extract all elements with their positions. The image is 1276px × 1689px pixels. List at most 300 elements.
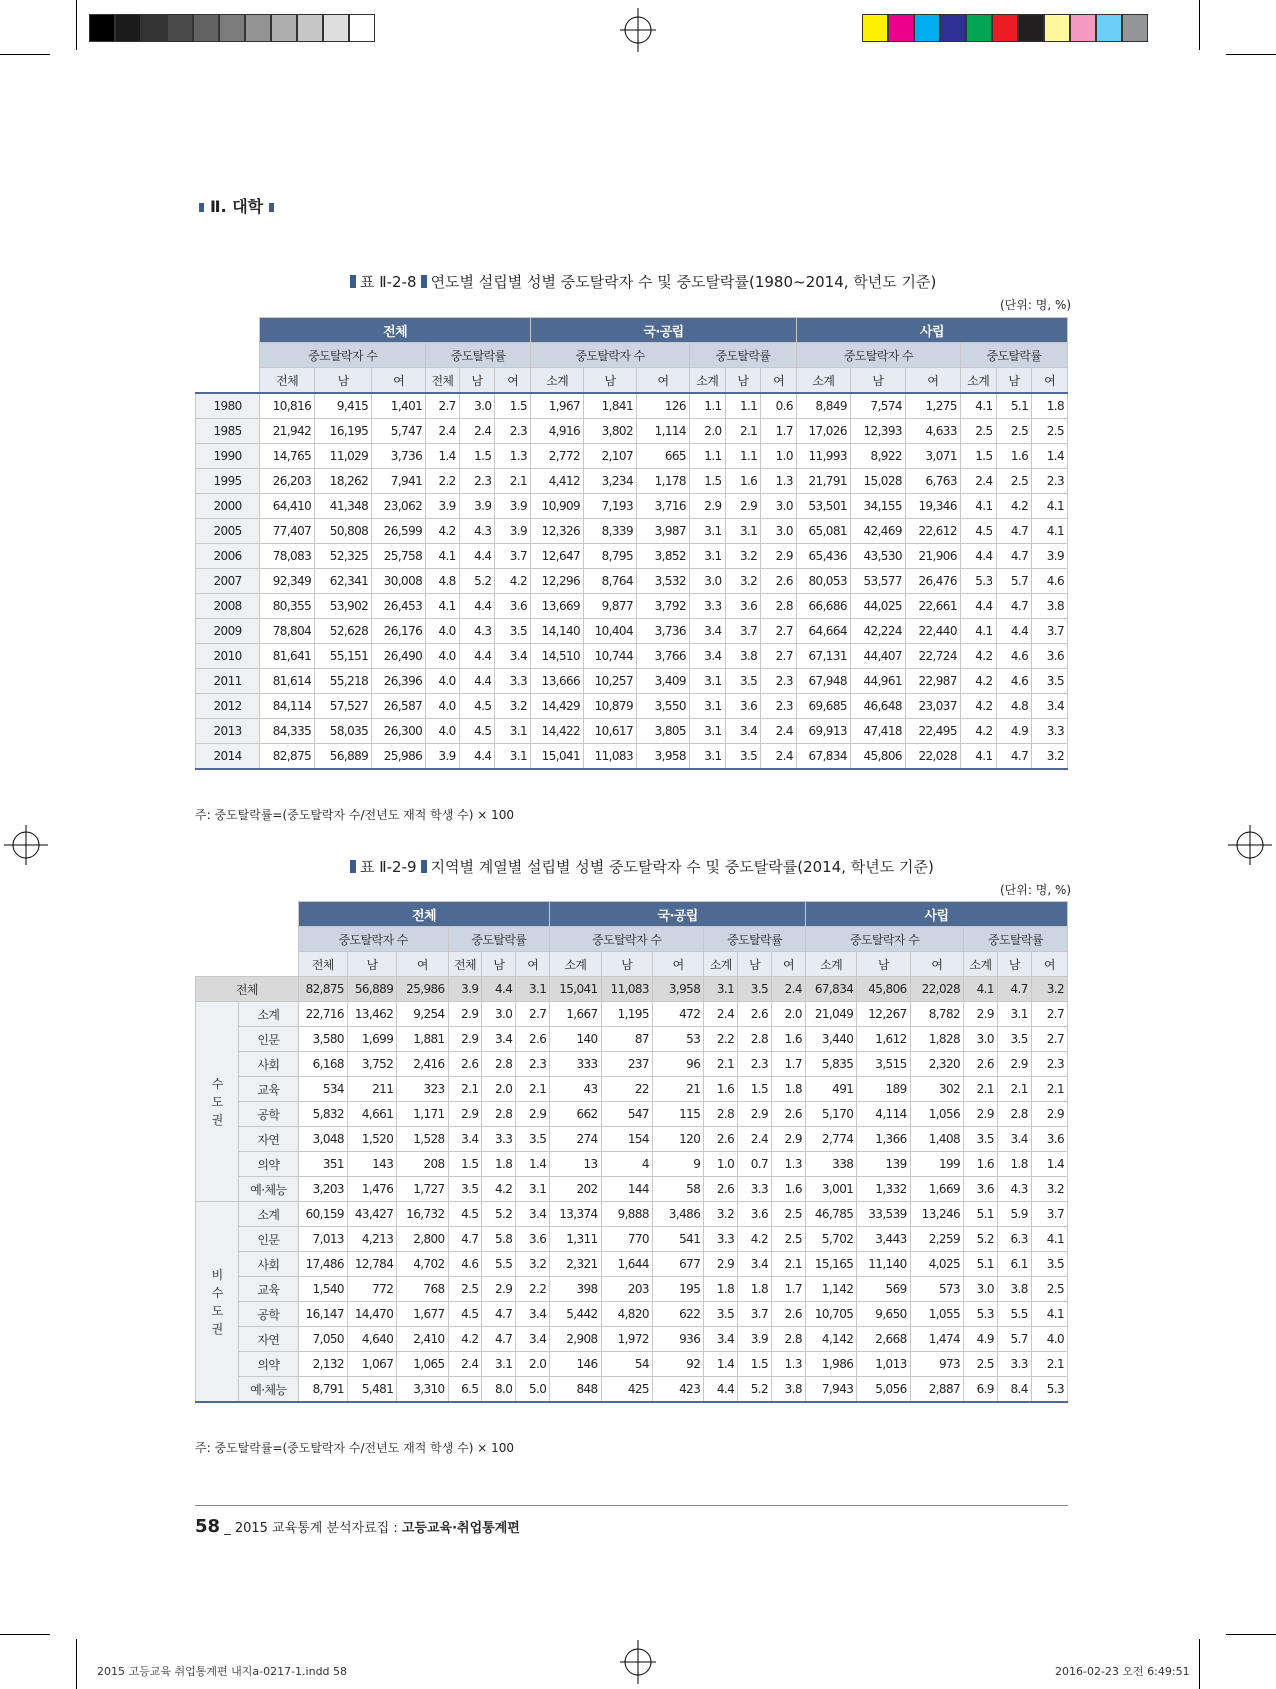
table-cell: 60,159: [298, 1202, 347, 1227]
table-cell: 3.9: [426, 744, 460, 770]
table-cell: 46,648: [850, 694, 905, 719]
table-cell: 5.7: [996, 569, 1032, 594]
row-label: 의약: [239, 1352, 299, 1377]
footer-text: _ 2015 교육통계 분석자료집 :: [224, 1521, 402, 1536]
table-cell: 46,785: [805, 1202, 856, 1227]
table-cell: 84,114: [260, 694, 315, 719]
table-cell: 10,705: [805, 1302, 856, 1327]
table-cell: 199: [910, 1152, 963, 1177]
table-cell: 1.4: [1031, 1152, 1067, 1177]
table-cell: 2.0: [516, 1352, 550, 1377]
table-cell: 10,744: [584, 644, 637, 669]
table-cell: 4.8: [426, 569, 460, 594]
table-cell: 43: [550, 1077, 601, 1102]
table-cell: 302: [910, 1077, 963, 1102]
table-cell: 2.6: [738, 1002, 772, 1027]
table-cell: 1.8: [997, 1152, 1031, 1177]
table-cell: 81,614: [260, 669, 315, 694]
table-cell: 77,407: [260, 519, 315, 544]
table-cell: 5.3: [1031, 1377, 1067, 1403]
table-cell: 3.4: [1032, 694, 1068, 719]
table2-label: 표 Ⅱ-2-9: [360, 858, 417, 876]
table-cell: 6,168: [298, 1052, 347, 1077]
table-cell: 772: [347, 1277, 396, 1302]
table-cell: 23,037: [905, 694, 960, 719]
table-cell: 2.7: [516, 1002, 550, 1027]
table-cell: 3.7: [738, 1302, 772, 1327]
table-cell: 1.5: [960, 444, 996, 469]
table-cell: 67,834: [796, 744, 850, 770]
sub-header: 중도탈락률: [689, 343, 796, 368]
table-cell: 1,967: [531, 393, 584, 419]
table-cell: 2.5: [1032, 419, 1068, 444]
table-cell: 1.5: [738, 1077, 772, 1102]
table-cell: 4.9: [996, 719, 1032, 744]
gray-calibration-bar: [89, 14, 375, 42]
table-row: [196, 719, 1068, 744]
table-row: [196, 1027, 1068, 1052]
table-cell: 2.3: [495, 419, 531, 444]
table-cell: 3,203: [298, 1177, 347, 1202]
table-cell: 4.1: [1031, 1302, 1067, 1327]
table-cell: 3.0: [689, 569, 725, 594]
table-cell: 3.1: [725, 519, 761, 544]
table-cell: 1.0: [761, 444, 797, 469]
table-cell: 54: [601, 1352, 652, 1377]
table-cell: 3.8: [1032, 594, 1068, 619]
table2-title: [346, 856, 934, 877]
table-cell: 3.1: [689, 519, 725, 544]
table-cell: 2.8: [997, 1102, 1031, 1127]
table-row: [196, 393, 1068, 419]
table-cell: 2.1: [725, 419, 761, 444]
table-cell: 25,986: [397, 977, 448, 1002]
row-label: 교육: [239, 1277, 299, 1302]
table-cell: 3.1: [482, 1352, 516, 1377]
table-cell: 21,942: [260, 419, 315, 444]
sub-header: 중도탈락률: [426, 343, 531, 368]
square-bullet-icon: [199, 203, 204, 212]
table-cell: 53,902: [315, 594, 372, 619]
table-cell: 67,834: [805, 977, 856, 1002]
table-cell: 1.5: [689, 469, 725, 494]
column-header: 소계: [550, 952, 601, 977]
table-cell: 3,958: [637, 744, 690, 770]
table-cell: 22,724: [905, 644, 960, 669]
table-cell: 323: [397, 1077, 448, 1102]
registration-mark: [618, 1640, 658, 1684]
table-cell: 1,528: [397, 1127, 448, 1152]
table-cell: 1.4: [1032, 444, 1068, 469]
table-cell: 19,346: [905, 494, 960, 519]
table-cell: 4.1: [426, 594, 460, 619]
table-cell: 3.7: [1031, 1202, 1067, 1227]
table-cell: 3.3: [482, 1127, 516, 1152]
table-cell: 2.5: [996, 419, 1032, 444]
table-cell: 4,633: [905, 419, 960, 444]
table-cell: 2.4: [738, 1127, 772, 1152]
table-cell: 4.0: [426, 669, 460, 694]
table-cell: 3.0: [964, 1277, 998, 1302]
table-cell: 848: [550, 1377, 601, 1403]
table-cell: 1,065: [397, 1352, 448, 1377]
table-cell: 55,151: [315, 644, 372, 669]
table-cell: 4.6: [996, 644, 1032, 669]
table-cell: 1,841: [584, 393, 637, 419]
table-cell: 12,393: [850, 419, 905, 444]
total-row: [196, 977, 1068, 1002]
table-cell: 3.9: [1032, 544, 1068, 569]
table-cell: 2.8: [482, 1052, 516, 1077]
table-cell: 5.2: [459, 569, 495, 594]
table-cell: 2.1: [997, 1077, 1031, 1102]
table-cell: 2.5: [960, 419, 996, 444]
table-cell: 1.1: [689, 444, 725, 469]
table-cell: 65,436: [796, 544, 850, 569]
table-cell: 7,943: [805, 1377, 856, 1403]
column-header: 여: [910, 952, 963, 977]
table-cell: 2,800: [397, 1227, 448, 1252]
table-cell: 2.7: [1031, 1002, 1067, 1027]
table-cell: 4.4: [704, 1377, 738, 1403]
table-cell: 4.4: [459, 594, 495, 619]
table-cell: 2.2: [704, 1027, 738, 1052]
row-label: 자연: [239, 1127, 299, 1152]
table-cell: 2.9: [772, 1127, 806, 1152]
table-cell: 3.8: [725, 644, 761, 669]
table-cell: 2.9: [725, 494, 761, 519]
table-cell: 1.5: [495, 393, 531, 419]
table-cell: 4.6: [996, 669, 1032, 694]
table-cell: 208: [397, 1152, 448, 1177]
table-cell: 351: [298, 1152, 347, 1177]
table-cell: 3.5: [448, 1177, 482, 1202]
table-cell: 8,795: [584, 544, 637, 569]
table-cell: 2.3: [1031, 1052, 1067, 1077]
table-cell: 13,374: [550, 1202, 601, 1227]
column-header: 소계: [796, 368, 850, 394]
table-cell: 5.2: [964, 1227, 998, 1252]
table-cell: 1.4: [516, 1152, 550, 1177]
table-cell: 4,412: [531, 469, 584, 494]
table-cell: 3.0: [761, 494, 797, 519]
table-cell: 2,259: [910, 1227, 963, 1252]
table-row: [196, 619, 1068, 644]
table-cell: 4.4: [482, 977, 516, 1002]
table-cell: 2,772: [531, 444, 584, 469]
table-cell: 3.1: [689, 544, 725, 569]
table-cell: 3.5: [704, 1302, 738, 1327]
table-cell: 2,320: [910, 1052, 963, 1077]
table-cell: 3.1: [516, 977, 550, 1002]
sub-header: 중도탈락자 수: [550, 927, 704, 952]
table-cell: 2.6: [772, 1302, 806, 1327]
table-cell: 56,889: [347, 977, 396, 1002]
table-cell: 3.9: [738, 1327, 772, 1352]
table-cell: 45,806: [850, 744, 905, 770]
table-cell: 3.6: [964, 1177, 998, 1202]
table-cell: 1.8: [738, 1277, 772, 1302]
table-row: [196, 1252, 1068, 1277]
table-cell: 1,881: [397, 1027, 448, 1052]
group-header: 국·공립: [550, 902, 806, 927]
table-cell: 4,114: [857, 1102, 910, 1127]
table-cell: 2.9: [482, 1277, 516, 1302]
table-cell: 2.6: [704, 1177, 738, 1202]
table-cell: 13,669: [531, 594, 584, 619]
table-cell: 338: [805, 1152, 856, 1177]
table-cell: 16,732: [397, 1202, 448, 1227]
table-cell: 22,661: [905, 594, 960, 619]
table-cell: 143: [347, 1152, 396, 1177]
table-cell: 84,335: [260, 719, 315, 744]
table-cell: 5,442: [550, 1302, 601, 1327]
row-label: 2006: [196, 544, 260, 569]
table-cell: 3,752: [347, 1052, 396, 1077]
table-cell: 1.4: [704, 1352, 738, 1377]
region-label: 수도권: [196, 1002, 239, 1202]
table-cell: 3.0: [761, 519, 797, 544]
column-header: 소계: [689, 368, 725, 394]
table-cell: 3.7: [1032, 619, 1068, 644]
table-cell: 4,820: [601, 1302, 652, 1327]
group-header: 전체: [260, 318, 531, 343]
table-cell: 3,958: [652, 977, 703, 1002]
table-cell: 2.2: [426, 469, 460, 494]
table-cell: 50,808: [315, 519, 372, 544]
table-cell: 3.5: [495, 619, 531, 644]
table-cell: 3,234: [584, 469, 637, 494]
table-cell: 3,443: [857, 1227, 910, 1252]
table-cell: 2.6: [704, 1127, 738, 1152]
table-cell: 4,702: [397, 1252, 448, 1277]
table-cell: 3.1: [516, 1177, 550, 1202]
column-header: 여: [652, 952, 703, 977]
table-cell: 2.1: [704, 1052, 738, 1077]
table-cell: 4.3: [459, 519, 495, 544]
table-cell: 1,828: [910, 1027, 963, 1052]
table-cell: 3,805: [637, 719, 690, 744]
table-cell: 3.4: [689, 619, 725, 644]
table-cell: 4.9: [964, 1327, 998, 1352]
table-cell: 41,348: [315, 494, 372, 519]
table-cell: 2.7: [1031, 1027, 1067, 1052]
table-cell: 10,617: [584, 719, 637, 744]
table-cell: 472: [652, 1002, 703, 1027]
table-cell: 2.1: [1031, 1077, 1067, 1102]
table-cell: 82,875: [260, 744, 315, 770]
table-cell: 1.6: [725, 469, 761, 494]
table-cell: 2.0: [689, 419, 725, 444]
table-cell: 2.5: [448, 1277, 482, 1302]
table-row: [196, 1227, 1068, 1252]
table-cell: 1,612: [857, 1027, 910, 1052]
table-cell: 3,532: [637, 569, 690, 594]
table-cell: 4.1: [960, 393, 996, 419]
column-header: 여: [905, 368, 960, 394]
table-cell: 2.3: [738, 1052, 772, 1077]
table-cell: 3.2: [1032, 744, 1068, 770]
table-cell: 154: [601, 1127, 652, 1152]
table-cell: 3.3: [997, 1352, 1031, 1377]
empty-header: [196, 368, 260, 394]
table-cell: 5,747: [372, 419, 426, 444]
table-cell: 10,257: [584, 669, 637, 694]
table-row: [196, 494, 1068, 519]
row-label: 2009: [196, 619, 260, 644]
column-header: 소계: [531, 368, 584, 394]
row-label: 2014: [196, 744, 260, 770]
table-cell: 3.1: [495, 744, 531, 770]
table-cell: 25,986: [372, 744, 426, 770]
table-cell: 14,765: [260, 444, 315, 469]
table-cell: 1.8: [1032, 393, 1068, 419]
table-cell: 2.9: [704, 1252, 738, 1277]
table-cell: 2,416: [397, 1052, 448, 1077]
table-cell: 3.3: [689, 594, 725, 619]
table-cell: 1,195: [601, 1002, 652, 1027]
table-cell: 2,774: [805, 1127, 856, 1152]
table-cell: 12,784: [347, 1252, 396, 1277]
table-row: [196, 1002, 1068, 1027]
crop-mark: [1226, 54, 1276, 55]
column-header: 남: [857, 952, 910, 977]
table-cell: 3.7: [725, 619, 761, 644]
table-cell: 1,366: [857, 1127, 910, 1152]
row-label: 2007: [196, 569, 260, 594]
table1: [195, 317, 1068, 770]
table-cell: 10,879: [584, 694, 637, 719]
table-cell: 2.9: [448, 1002, 482, 1027]
table-cell: 3.1: [689, 694, 725, 719]
table-cell: 67,131: [796, 644, 850, 669]
table-cell: 21: [652, 1077, 703, 1102]
table-cell: 58: [652, 1177, 703, 1202]
table-cell: 144: [601, 1177, 652, 1202]
table-cell: 3,792: [637, 594, 690, 619]
crop-mark: [1199, 1639, 1200, 1689]
table-cell: 1,520: [347, 1127, 396, 1152]
table-cell: 44,961: [850, 669, 905, 694]
table-cell: 9,888: [601, 1202, 652, 1227]
table-cell: 1.6: [704, 1077, 738, 1102]
table-cell: 274: [550, 1127, 601, 1152]
table-cell: 4.4: [960, 544, 996, 569]
table-cell: 45,806: [857, 977, 910, 1002]
table-cell: 62,341: [315, 569, 372, 594]
table-cell: 1,275: [905, 393, 960, 419]
column-header: 소계: [960, 368, 996, 394]
table-cell: 4.5: [960, 519, 996, 544]
table-cell: 10,816: [260, 393, 315, 419]
table-cell: 17,026: [796, 419, 850, 444]
slug-timestamp: 2016-02-23 오전 6:49:51: [1055, 1665, 1190, 1678]
sub-header: 중도탈락자 수: [298, 927, 448, 952]
table-cell: 4.0: [426, 719, 460, 744]
row-label: 예·체능: [239, 1377, 299, 1403]
column-header: 남: [850, 368, 905, 394]
table-cell: 14,140: [531, 619, 584, 644]
table-cell: 1,056: [910, 1102, 963, 1127]
table-cell: 4.2: [960, 694, 996, 719]
table-cell: 2.3: [761, 669, 797, 694]
table-cell: 8.0: [482, 1377, 516, 1403]
table-cell: 1,667: [550, 1002, 601, 1027]
row-label: 2012: [196, 694, 260, 719]
footer-divider: [195, 1505, 1068, 1506]
table-row: [196, 644, 1068, 669]
table-cell: 1.0: [704, 1152, 738, 1177]
table-cell: 43,530: [850, 544, 905, 569]
table-cell: 26,396: [372, 669, 426, 694]
row-label: 소계: [239, 1202, 299, 1227]
table-cell: 1.5: [738, 1352, 772, 1377]
column-header: 소계: [704, 952, 738, 977]
table-row: [196, 1177, 1068, 1202]
table-cell: 53,577: [850, 569, 905, 594]
table-cell: 1,311: [550, 1227, 601, 1252]
table-cell: 425: [601, 1377, 652, 1403]
table-cell: 1,408: [910, 1127, 963, 1152]
table-cell: 2.5: [772, 1202, 806, 1227]
table-cell: 64,664: [796, 619, 850, 644]
table-cell: 0.6: [761, 393, 797, 419]
table-cell: 26,300: [372, 719, 426, 744]
table-cell: 622: [652, 1302, 703, 1327]
table-cell: 4,661: [347, 1102, 396, 1127]
table-cell: 146: [550, 1352, 601, 1377]
table-cell: 1,644: [601, 1252, 652, 1277]
table-cell: 5.1: [964, 1202, 998, 1227]
table-cell: 21,906: [905, 544, 960, 569]
column-header: 남: [347, 952, 396, 977]
table-cell: 64,410: [260, 494, 315, 519]
table-cell: 1,142: [805, 1277, 856, 1302]
table-cell: 2.5: [996, 469, 1032, 494]
table-cell: 973: [910, 1352, 963, 1377]
table-cell: 677: [652, 1252, 703, 1277]
table-cell: 2,107: [584, 444, 637, 469]
table-cell: 3.1: [495, 719, 531, 744]
table-cell: 3.5: [997, 1027, 1031, 1052]
table-cell: 6.9: [964, 1377, 998, 1403]
table-cell: 3.5: [1032, 669, 1068, 694]
table-cell: 4.6: [1032, 569, 1068, 594]
table-cell: 9: [652, 1152, 703, 1177]
table-cell: 26,587: [372, 694, 426, 719]
table-cell: 3.6: [725, 594, 761, 619]
table-cell: 5.7: [997, 1327, 1031, 1352]
table-cell: 3.9: [426, 494, 460, 519]
table-row: [196, 1327, 1068, 1352]
table-cell: 202: [550, 1177, 601, 1202]
row-label: 2011: [196, 669, 260, 694]
table-cell: 1,540: [298, 1277, 347, 1302]
table-cell: 1.7: [772, 1052, 806, 1077]
table-cell: 8,782: [910, 1002, 963, 1027]
table-cell: 2,668: [857, 1327, 910, 1352]
table-cell: 3.9: [495, 494, 531, 519]
table1-title-text: 연도별 설립별 성별 중도탈락자 수 및 중도탈락률(1980~2014, 학년도 기준): [430, 273, 937, 291]
row-label: 1980: [196, 393, 260, 419]
table-cell: 5.0: [516, 1377, 550, 1403]
table-cell: 15,041: [531, 744, 584, 770]
table-cell: 4.4: [960, 594, 996, 619]
table-cell: 2.1: [495, 469, 531, 494]
table-cell: 4.2: [448, 1327, 482, 1352]
table-cell: 3,736: [372, 444, 426, 469]
table-cell: 12,647: [531, 544, 584, 569]
